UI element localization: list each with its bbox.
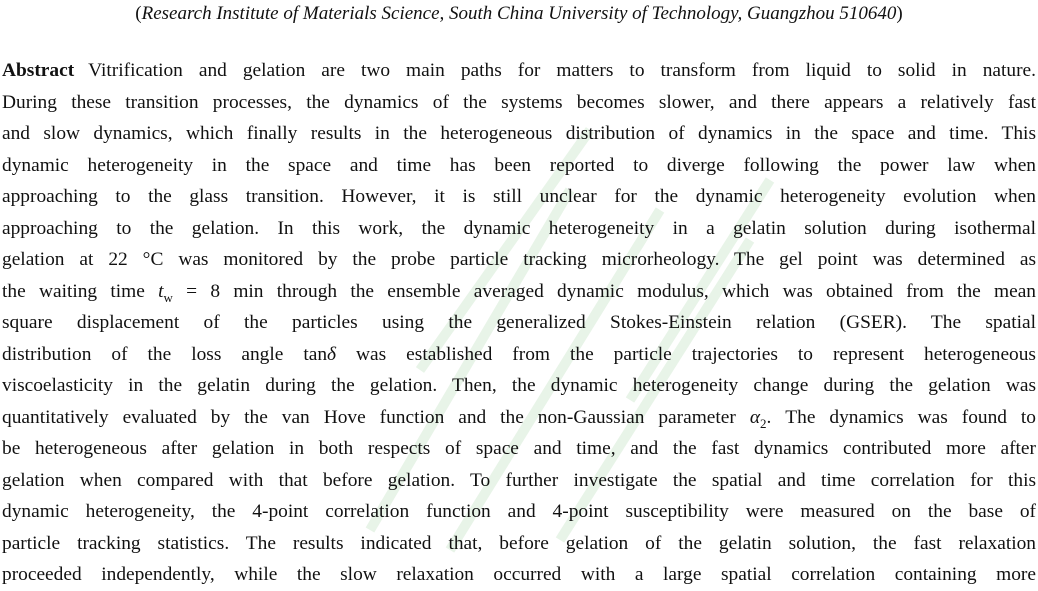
abstract-line-text: distribution of the loss angle tan xyxy=(2,343,328,365)
variable-t: t xyxy=(158,280,164,302)
abstract-line: approaching to the gelation. In this work, the dynamic heterogeneity in a gelatin solution during isothermal xyxy=(2,217,1036,239)
abstract-line-text: . The dynamics was found to xyxy=(766,406,1037,428)
variable-delta: δ xyxy=(327,343,337,365)
affiliation-close-paren: ) xyxy=(896,3,903,24)
abstract-line: During these transition processes, the dynamics of the systems becomes slower, and there appears a relatively fast xyxy=(2,91,1036,113)
abstract-line xyxy=(2,402,1036,434)
abstract-line-text: the waiting time xyxy=(2,280,159,302)
subscript-w: w xyxy=(163,289,173,305)
subscript-2: 2 xyxy=(760,415,767,431)
abstract-line: viscoelasticity in the gelatin during the gelation. Then, the dynamic heterogeneity change during the gelation was xyxy=(2,375,1036,396)
abstract-line: be heterogeneous after gelation in both respects of space and time, and the fast dynamics contributed more after xyxy=(2,438,1036,459)
abstract-line: gelation at 22 °C was monitored by the probe particle tracking microrheology. The gel point was determined as xyxy=(2,249,1036,270)
abstract-line-text: was established from the particle trajectories to represent heterogeneous xyxy=(336,343,1036,365)
abstract-line: dynamic heterogeneity, the 4-point correlation function and 4-point susceptibility were measured on the base of xyxy=(2,501,1036,522)
author-affiliation xyxy=(0,2,1038,26)
affiliation-open-paren: ( xyxy=(135,3,142,24)
abstract-line-text: = 8 min through the ensemble averaged dynamic modulus, which was obtained from the mean xyxy=(172,280,1036,302)
affiliation-text: Research Institute of Materials Science, South China University of Technology, Guangzhou 510640 xyxy=(141,3,897,24)
abstract-line-text: Vitrification and gelation are two main paths for matters to transform from liquid to solid in nature. xyxy=(88,60,1036,81)
abstract xyxy=(2,55,1036,591)
abstract-line: gelation when compared with that before gelation. To further investigate the spatial and time correlation for this xyxy=(2,469,1036,491)
abstract-line xyxy=(2,339,1036,371)
abstract-line: dynamic heterogeneity in the space and time has been reported to diverge following the power law when xyxy=(2,154,1036,176)
abstract-line: approaching to the glass transition. However, it is still unclear for the dynamic heterogeneity evolution when xyxy=(2,186,1036,207)
abstract-line xyxy=(2,55,1036,87)
abstract-line: particle tracking statistics. The results indicated that, before gelation of the gelatin solution, the fast relaxation xyxy=(2,532,1036,554)
abstract-line: proceeded independently, while the slow relaxation occurred with a large spatial correlation containing more xyxy=(2,564,1036,585)
abstract-line: square displacement of the particles using the generalized Stokes-Einstein relation (GSER). The spatial xyxy=(2,312,1036,333)
abstract-label: Abstract xyxy=(2,60,75,81)
abstract-line-text: quantitatively evaluated by the van Hove function and the non-Gaussian parameter xyxy=(2,406,750,428)
variable-alpha: α xyxy=(749,406,760,428)
abstract-line xyxy=(2,276,1036,308)
abstract-line: and slow dynamics, which finally results in the heterogeneous distribution of dynamics in the space and time. This xyxy=(2,123,1036,144)
